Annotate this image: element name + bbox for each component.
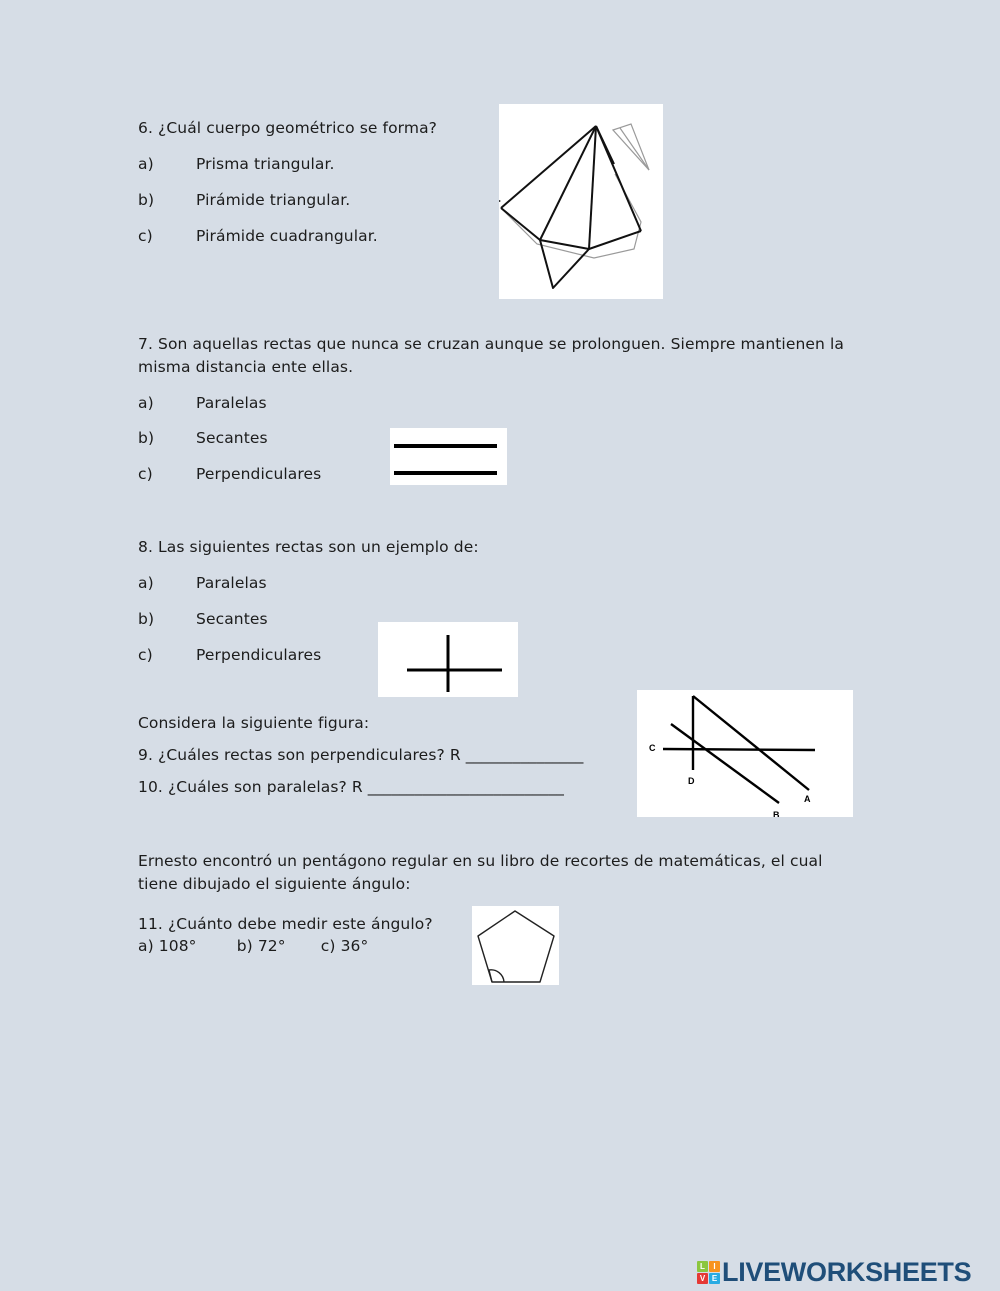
q7-option-c-text[interactable]: Perpendiculares bbox=[196, 465, 322, 483]
logo-letter-l: L bbox=[697, 1261, 708, 1272]
q7-option-a-text[interactable]: Paralelas bbox=[196, 394, 267, 412]
q8-option-c-text[interactable]: Perpendiculares bbox=[196, 646, 322, 664]
q6-option-a-text[interactable]: Prisma triangular. bbox=[196, 155, 335, 173]
q7-option-c-letter: c) bbox=[138, 465, 153, 483]
q8-option-b-text[interactable]: Secantes bbox=[196, 610, 268, 628]
label-b: B bbox=[773, 810, 780, 817]
pentagon-figure bbox=[472, 906, 559, 985]
liveworksheets-logo-icon bbox=[697, 1261, 720, 1284]
liveworksheets-logo bbox=[697, 1255, 971, 1289]
question-11-options[interactable]: a) 108° b) 72° c) 36° bbox=[138, 937, 369, 955]
logo-letter-e: E bbox=[709, 1273, 720, 1284]
question-7: 7. Son aquellas rectas que nunca se cruzan aunque se prolonguen. Siempre mantienen la misma distancia ente ellas. bbox=[138, 335, 844, 376]
label-a: A bbox=[804, 794, 811, 804]
question-8: 8. Las siguientes rectas son un ejemplo de: bbox=[138, 538, 479, 556]
q8-option-b-letter: b) bbox=[138, 610, 155, 628]
q7-option-b-text[interactable]: Secantes bbox=[196, 429, 268, 447]
question-9[interactable]: 9. ¿Cuáles rectas son perpendiculares? R _______________ bbox=[138, 746, 584, 764]
liveworksheets-logo-text: LIVEWORKSHEETS bbox=[722, 1256, 972, 1287]
q8-option-c-letter: c) bbox=[138, 646, 153, 664]
q6-option-c-text[interactable]: Pirámide cuadrangular. bbox=[196, 227, 378, 245]
q6-option-b-text[interactable]: Pirámide triangular. bbox=[196, 191, 351, 209]
logo-letter-i: I bbox=[709, 1261, 720, 1272]
q7-option-a-letter: a) bbox=[138, 394, 154, 412]
q7-option-b-letter: b) bbox=[138, 429, 155, 447]
pyramid-net-figure bbox=[499, 104, 663, 299]
question-10[interactable]: 10. ¿Cuáles son paralelas? R _________________________ bbox=[138, 778, 565, 796]
q8-option-a-text[interactable]: Paralelas bbox=[196, 574, 267, 592]
question-11: 11. ¿Cuánto debe medir este ángulo? bbox=[138, 915, 433, 933]
q8-option-a-letter: a) bbox=[138, 574, 154, 592]
q6-option-b-letter: b) bbox=[138, 191, 155, 209]
label-c: C bbox=[649, 743, 656, 753]
figure-intro: Considera la siguiente figura: bbox=[138, 714, 370, 732]
question-11-intro: Ernesto encontró un pentágono regular en su libro de recortes de matemáticas, el cual tiene dibujado el siguiente ángulo: bbox=[138, 852, 823, 893]
logo-letter-v: V bbox=[697, 1273, 708, 1284]
parallel-lines-figure bbox=[390, 428, 507, 485]
question-6: 6. ¿Cuál cuerpo geométrico se forma? bbox=[138, 119, 438, 137]
perpendicular-lines-figure bbox=[378, 622, 518, 697]
q6-option-c-letter: c) bbox=[138, 227, 153, 245]
lines-figure-abcd bbox=[637, 690, 853, 817]
q6-option-a-letter: a) bbox=[138, 155, 154, 173]
label-d: D bbox=[688, 776, 695, 786]
